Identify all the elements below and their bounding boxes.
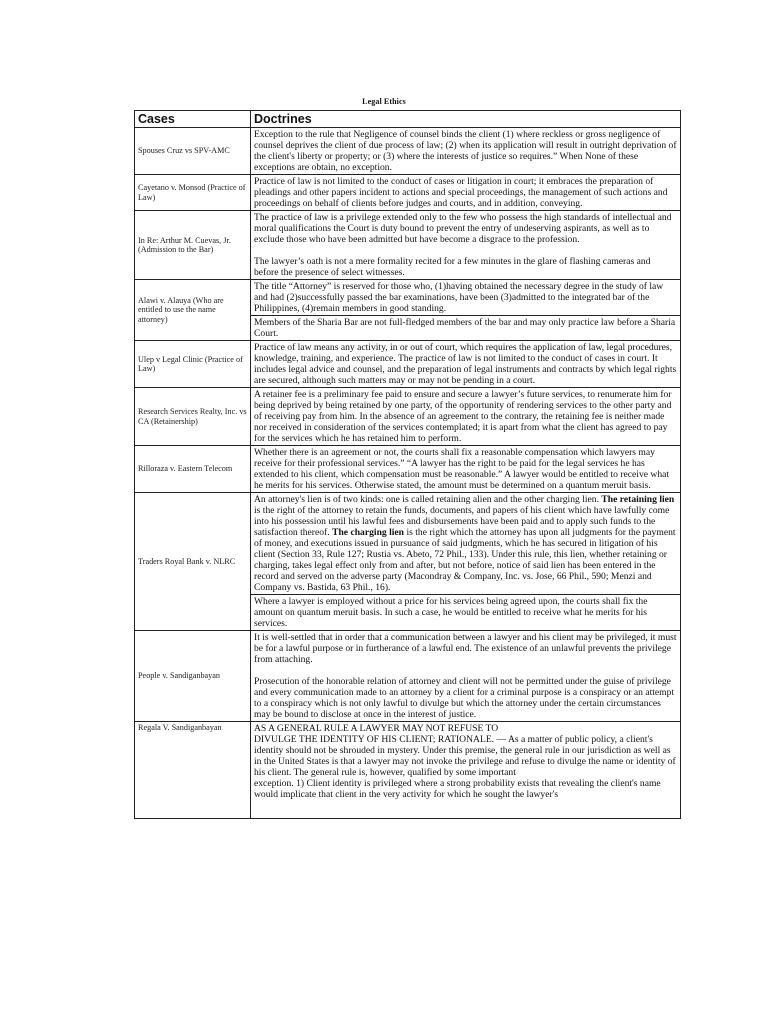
doctrine-paragraph: The lawyer’s oath is not a mere formality recited for a few minutes in the glare of flashing cameras and before the presence of select witnesses. bbox=[254, 256, 651, 278]
doctrine-text: Exception to the rule that Negligence of counsel binds the client (1) where reckless or gross negligence of counsel deprives the client of due process of law; (2) when its application will result in outright deprivation of the client's liberty or property; or (3) where the interests of justice so requires.” When None of these exceptions are obtain, no exception. bbox=[251, 128, 681, 175]
table-row bbox=[135, 280, 681, 316]
case-name: Regala V. Sandiganbayan bbox=[135, 722, 251, 819]
table-row bbox=[135, 446, 681, 493]
doctrine-text: is the right which the attorney has upon all judgments for the payment of money, and executions issued in pursuance of said judgments, which he has secured in litigation of his client (Section 33, Rule 127; Rustia vs. Abeto, 72 Phil., 133). Under this rule, this lien, whether retaining or charging, takes legal effect only from and after, but not before, notice of said lien has been entered in the record and served on the adverse party (Macondray & Company, Inc. vs. Jose, 66 Phil., 590; Menzi and Company vs. Bastida, 63 Phil., 16). bbox=[254, 527, 676, 593]
doctrine-cell bbox=[251, 493, 681, 595]
case-name: People v. Sandiganbayan bbox=[135, 631, 251, 722]
header-cases: Cases bbox=[135, 111, 251, 128]
doctrine-cell bbox=[251, 631, 681, 722]
case-name: Ulep v Legal Clinic (Practice of Law) bbox=[135, 341, 251, 388]
doctrine-line: AS A GENERAL RULE A LAWYER MAY NOT REFUSE TO bbox=[254, 723, 499, 734]
doctrine-text: Where a lawyer is employed without a price for his services being agreed upon, the courts shall fix the amount on quantum meruit basis. In such a case, he would be entitled to receive what he merits for his services. bbox=[251, 595, 681, 631]
table-row bbox=[135, 211, 681, 280]
table-header-row bbox=[135, 111, 681, 128]
case-name: Traders Royal Bank v. NLRC bbox=[135, 493, 251, 631]
header-doctrines: Doctrines bbox=[251, 111, 681, 128]
doctrine-text: is the right of the attorney to retain the funds, documents, and papers of his client which have lawfully come into his possession until his lawful fees and disbursements have been paid and to apply such funds to the satisfaction thereof. bbox=[254, 505, 670, 538]
table-row bbox=[135, 341, 681, 388]
charging-lien-term: The charging lien bbox=[332, 527, 405, 538]
case-name: Rilloraza v. Eastern Telecom bbox=[135, 446, 251, 493]
doctrine-text: The title “Attorney” is reserved for those who, (1)having obtained the necessary degree in the study of law and had (2)successfully passed the bar examinations, have been (3)admitted to the integrated bar of the Philippines, (4)remain members in good standing. bbox=[251, 280, 681, 316]
table-row bbox=[135, 493, 681, 595]
doctrine-cell bbox=[251, 722, 681, 819]
doctrine-text: Practice of law means any activity, in or out of court, which requires the application of law, legal procedures, knowledge, training, and experience. The practice of law is not limited to the conduct of cases in court. It includes legal advice and counsel, and the preparation of legal instruments and contracts by which legal rights are secured, although such matters may or may not be pending in a court. bbox=[251, 341, 681, 388]
doctrine-text: An attorney's lien is of two kinds: one is called retaining alien and the other charging lien. bbox=[254, 494, 599, 505]
table-row bbox=[135, 128, 681, 175]
doctrine-paragraph: Prosecution of the honorable relation of attorney and client will not be permitted under the guise of privilege and every communication made to an attorney by a client for a criminal purpose is a conspiracy or an attempt to a conspiracy which is not only lawful to divulge but which the attorney under the certain circumstances may be bound to disclose at once in the interest of justice. bbox=[254, 676, 675, 720]
table-row bbox=[135, 722, 681, 819]
page-title: Legal Ethics bbox=[362, 97, 406, 106]
case-name: Cayetano v. Monsod (Practice of Law) bbox=[135, 175, 251, 211]
table-row bbox=[135, 175, 681, 211]
doctrine-text: Whether there is an agreement or not, the courts shall fix a reasonable compensation which lawyers may receive for their professional services.” “A lawyer has the right to be paid for the legal services he has extended to his client, which compensation must be reasonable.” A lawyer would be entitled to receive what he merits for his services. Otherwise stated, the amount must be determined on a quantum meruit basis. bbox=[251, 446, 681, 493]
doctrine-cell bbox=[251, 211, 681, 280]
doctrine-line: exception. 1) Client identity is privileged where a strong probability exists that revealing the client's name would implicate that client in the very activity for which he sought the lawyer's bbox=[254, 778, 661, 800]
doctrine-clipped bbox=[254, 723, 677, 817]
doctrine-text: Members of the Sharia Bar are not full-fledged members of the bar and may only practice law before a Sharia Court. bbox=[251, 316, 681, 341]
case-name: Research Services Realty, Inc. vs CA (Retainership) bbox=[135, 388, 251, 446]
case-name: Spouses Cruz vs SPV-AMC bbox=[135, 128, 251, 175]
cases-doctrines-table bbox=[134, 110, 681, 819]
case-name: Alawi v. Alauya (Who are entitled to use the name attorney) bbox=[135, 280, 251, 341]
table-row bbox=[135, 631, 681, 722]
doctrine-paragraph: It is well-settled that in order that a communication between a lawyer and his client may be privileged, it must be for a lawful purpose or in furtherance of a lawful end. The existence of an unlawful prevents the privilege from attaching. bbox=[254, 632, 677, 665]
table-row bbox=[135, 388, 681, 446]
doctrine-text: Practice of law is not limited to the conduct of cases or litigation in court; it embraces the preparation of pleadings and other papers incident to actions and special proceedings, the management of such actions and proceedings on behalf of clients before judges and courts, and in addition, conveying. bbox=[251, 175, 681, 211]
doctrine-text: A retainer fee is a preliminary fee paid to ensure and secure a lawyer’s future services, to renumerate him for being deprived by being retained by one party, of the opportunity of rendering services to the other party and of receiving pay from him. In the absence of an agreement to the contrary, the retaining fee is neither made nor received in consideration of the services contemplated; it is apart from what the client has agreed to pay for the services which he has retained him to perform. bbox=[251, 388, 681, 446]
doctrine-paragraph: The practice of law is a privilege extended only to the few who possess the high standards of intellectual and moral qualifications the Court is duty bound to prevent the entry of undeserving aspirants, as well as to exclude those who have been admitted but have become a disgrace to the profession. bbox=[254, 212, 672, 245]
doctrine-line: DIVULGE THE IDENTITY OF HIS CLIENT; RATIONALE. — As a matter of public policy, a client's identity should not be shrouded in mystery. Under this premise, the general rule in our jurisdiction as well as in the United States is that a lawyer may not invoke the privilege and refuse to divulge the name or identity of his client. The general rule is, however, qualified by some important bbox=[254, 734, 676, 778]
case-name: In Re: Arthur M. Cuevas, Jr. (Admission to the Bar) bbox=[135, 211, 251, 280]
retaining-lien-term: The retaining lien bbox=[601, 494, 675, 505]
